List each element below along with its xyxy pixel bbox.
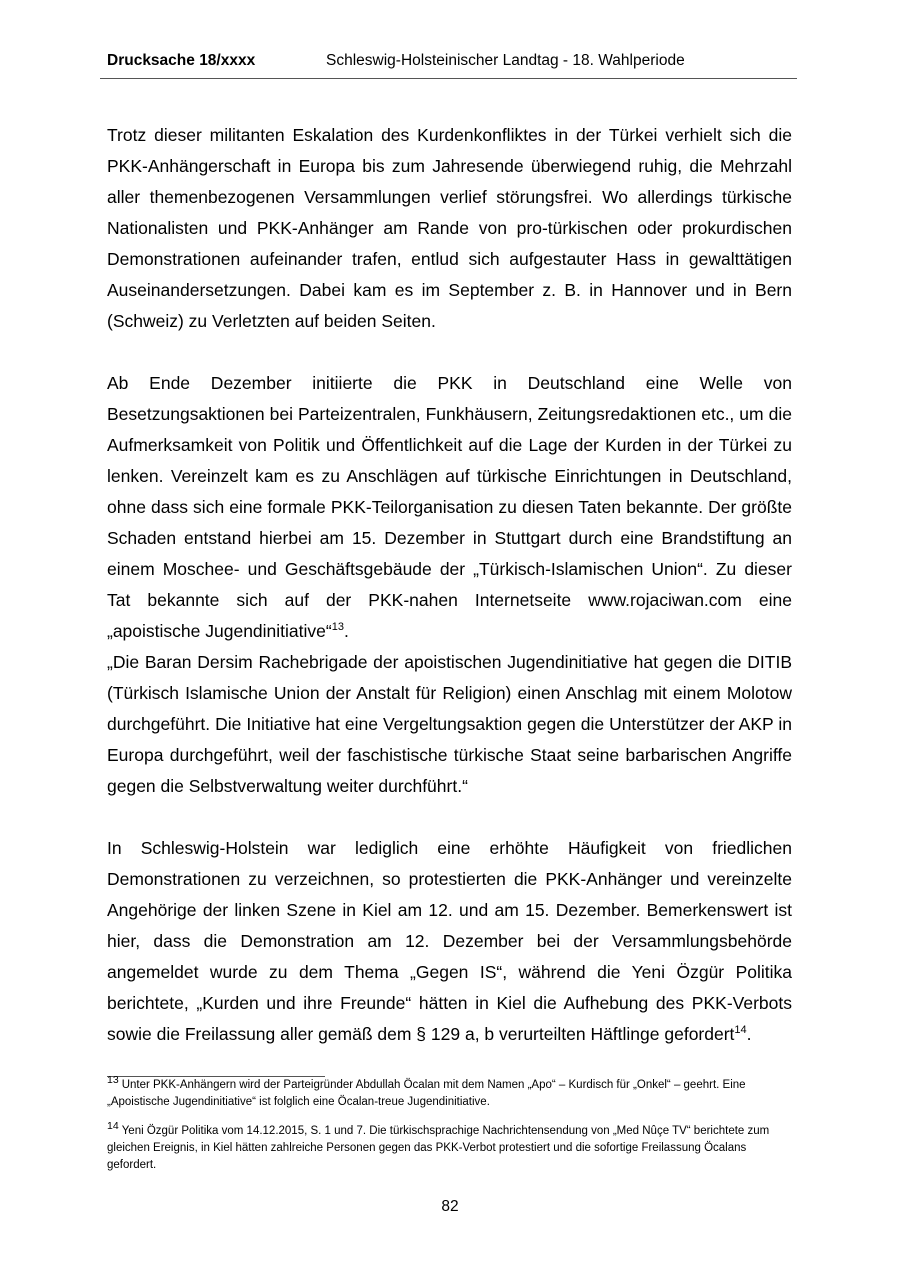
paragraph-text: „Die Baran Dersim Rachebrigade der apoistischen Jugendinitiative hat gegen die DITIB (Türkisch Islamische Union der Anstalt für Religion) einen Anschlag mit einem Molotow durchgeführt. Die Initiative hat eine Vergeltungsaktion gegen die Unterstützer der AKP in Europa durchgeführt, weil der faschistische türkische Staat seine barbarischen Angriffe gegen die Selbstverwaltung weiter durchführt.“ (107, 652, 792, 796)
body-text (107, 120, 792, 1050)
footnote-reference[interactable]: 14 (734, 1024, 747, 1036)
footnote-number: 13 (107, 1074, 119, 1086)
quote-paragraph (107, 647, 792, 802)
footnotes (107, 1074, 792, 1174)
footnote (107, 1120, 792, 1174)
parliament-title: Schleswig-Holsteinischer Landtag - 18. Wahlperiode (326, 52, 685, 69)
page-number: 82 (441, 1198, 459, 1215)
paragraph-text: In Schleswig-Holstein war lediglich eine erhöhte Häufigkeit von friedlichen Demonstrationen zu verzeichnen, so protestierten die PKK-Anhänger und vereinzelte Angehörige der linken Szene in Kiel am 12. und am 15. Dezember. Bemerkenswert ist hier, dass die Demonstration am 12. Dezember bei der Versammlungsbehörde angemeldet wurde zu dem Thema „Gegen IS“, während die Yeni Özgür Politika berichtete, „Kurden und ihre Freunde“ hätten in Kiel die Aufhebung des PKK-Verbots sowie die Freilassung aller gemäß dem § 129 a, b verurteilten Häftlinge gefordert (107, 838, 792, 1044)
paragraph-end: . (746, 1024, 752, 1044)
footnote-text: Unter PKK-Anhängern wird der Parteigründer Abdullah Öcalan mit dem Namen „Apo“ – Kurdisch für „Onkel“ – geehrt. Eine „Apoistische Jugendinitiative“ ist folglich eine Öcalan-treue Jugendinitiative. (107, 1079, 746, 1108)
footnote (107, 1074, 792, 1111)
footnote-number: 14 (107, 1120, 119, 1132)
footnote-text: Yeni Özgür Politika vom 14.12.2015, S. 1 und 7. Die türkischsprachige Nachrichtensendung von „Med Nûçe TV“ berichtete zum gleichen Ereignis, in Kiel hätten zahlreiche Personen gegen das PKK-Verbot protestiert und die sofortige Freilassung Öcalans gefordert. (107, 1125, 770, 1171)
paragraph-text: Trotz dieser militanten Eskalation des Kurdenkonfliktes in der Türkei verhielt sich die PKK-Anhängerschaft in Europa bis zum Jahresende überwiegend ruhig, die Mehrzahl aller themenbezogenen Versammlungen verlief störungsfrei. Wo allerdings türkische Nationalisten und PKK-Anhänger am Rande von pro-türkischen oder prokurdischen Demonstrationen aufeinander trafen, entlud sich aufgestauter Hass in gewalttätigen Auseinandersetzungen. Dabei kam es im September z. B. in Hannover und in Bern (Schweiz) zu Verletzten auf beiden Seiten. (107, 125, 792, 331)
paragraph (107, 368, 792, 647)
paragraph (107, 120, 792, 337)
paragraph (107, 833, 792, 1050)
page-header (100, 52, 797, 79)
footnote-reference[interactable]: 13 (331, 621, 344, 633)
document-number: Drucksache 18/xxxx (107, 52, 256, 69)
paragraph-end: . (343, 621, 349, 641)
paragraph-text: Ab Ende Dezember initiierte die PKK in Deutschland eine Welle von Besetzungsaktionen bei Parteizentralen, Funkhäusern, Zeitungsredaktionen etc., um die Aufmerksamkeit von Politik und Öffentlichkeit auf die Lage der Kurden in der Türkei zu lenken. Vereinzelt kam es zu Anschlägen auf türkische Einrichtungen in Deutschland, ohne dass sich eine formale PKK-Teilorganisation zu diesen Taten bekannte. Der größte Schaden entstand hierbei am 15. Dezember in Stuttgart durch eine Brandstiftung an einem Moschee- und Geschäftsgebäude der „Türkisch-Islamischen Union“. Zu dieser Tat bekannte sich auf der PKK-nahen Internetseite www.rojaciwan.com eine „apoistische Jugendinitiative“ (107, 373, 792, 641)
